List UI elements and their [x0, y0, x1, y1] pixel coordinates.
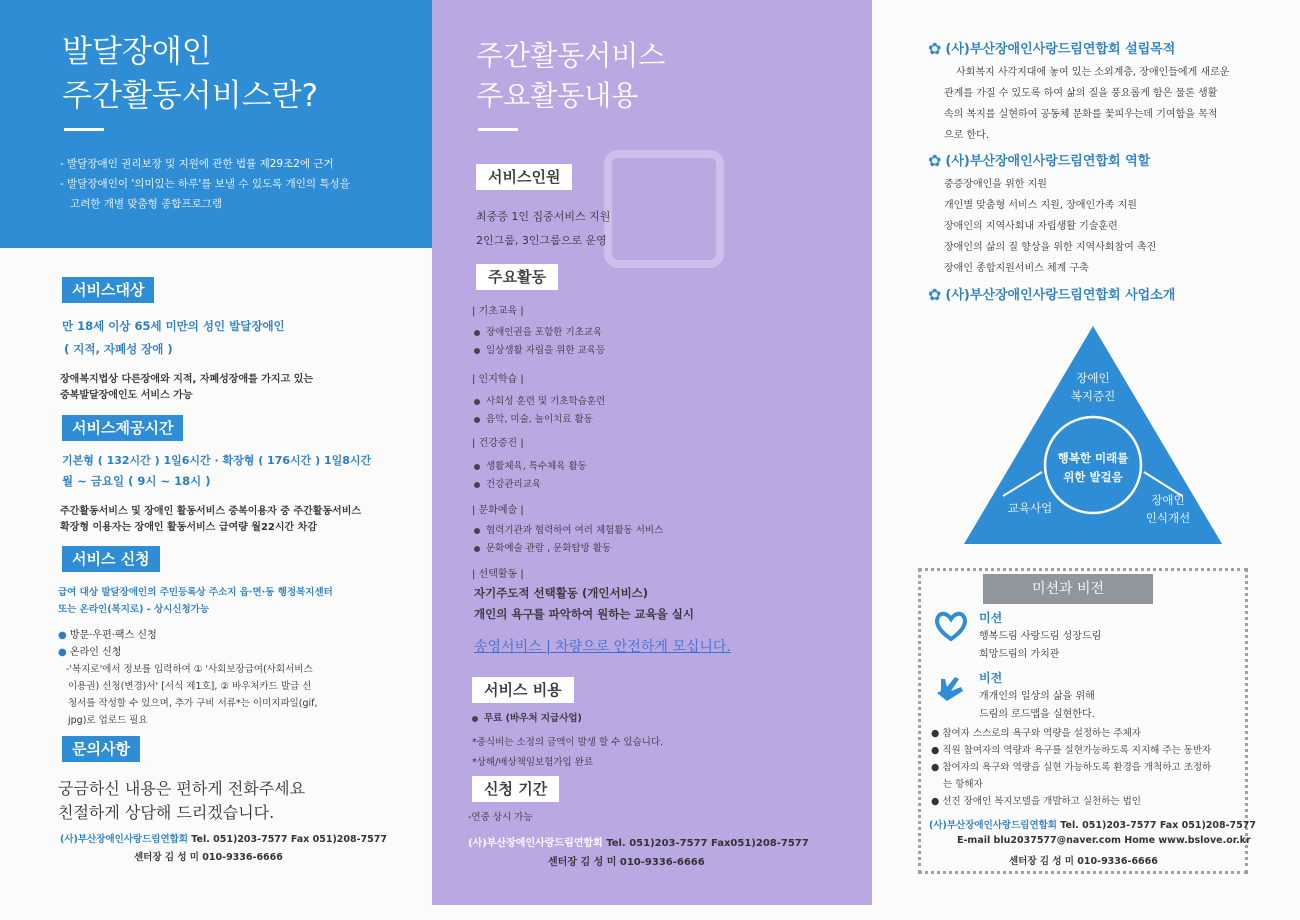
target-heading: 서비스대상 — [62, 277, 154, 303]
mission-label: 미션 — [979, 611, 1003, 625]
inquiry-line1: 궁금하신 내용은 편하게 전화주세요 — [58, 779, 306, 798]
list-item: 생활체육, 특수체육 활동 — [474, 458, 587, 472]
list-item: 음악, 미술, 놀이치료 활동 — [474, 411, 593, 425]
group-label-basic: | 기초교육 | — [472, 306, 524, 317]
activities-heading: 주요활동 — [476, 264, 558, 290]
heart-hands-icon — [933, 609, 969, 643]
panel-organization — [872, 0, 1300, 920]
triangle-center-label-2: 위한 발걸음 — [1063, 470, 1123, 484]
choice-line1: 자기주도적 선택활동 (개인서비스) — [474, 586, 649, 600]
staff-heading: 서비스인원 — [476, 164, 572, 190]
vision-line2: 드림의 로드맵을 실현한다. — [979, 709, 1095, 720]
apply-line2: 또는 온라인(복지로) - 상시신청가능 — [58, 604, 210, 615]
flower-icon: ✿ — [928, 151, 942, 170]
group-label-health: | 건강증진 | — [472, 438, 524, 449]
hours-line2: 월 ~ 금요일 ( 9시 ~ 18시 ) — [62, 474, 211, 488]
hours-note1: 주간활동서비스 및 장애인 활동서비스 중복이용자 중 주간활동서비스 — [60, 506, 362, 517]
mission-vision-box — [918, 568, 1256, 874]
triangle-right-label-2: 인식개선 — [1145, 511, 1191, 525]
org-contact: (사)부산장애인사랑드림연합회 Tel. 051)203-7577 Fax 051)208-7577 — [929, 820, 1256, 831]
period-heading: 신청 기간 — [472, 776, 559, 802]
triangle-top-label-1: 장애인 — [1076, 371, 1110, 385]
mission-line2: 희망드림의 가치관 — [979, 649, 1060, 660]
list-item: ● 직원 참여자의 역량과 욕구를 실현가능하도록 지지해 주는 동반자 — [931, 745, 1212, 756]
transport-service-link[interactable]: 송영서비스 | 차량으로 안전하게 모십니다. — [474, 639, 731, 655]
group-label-cognitive: | 인지학습 | — [472, 374, 524, 385]
business-heading: ✿ (사)부산장애인사랑드림연합회 사업소개 — [928, 285, 1176, 304]
triangle-center-circle — [1045, 417, 1141, 513]
flower-icon: ✿ — [928, 285, 942, 304]
list-item: 건강관리교육 — [474, 476, 541, 490]
org-manager: 센터장 김 성 미 010-9336-6666 — [1009, 856, 1158, 867]
hand-watermark-icon — [604, 150, 724, 268]
group-label-choice: | 선택활동 | — [472, 569, 524, 580]
apply-heading: 서비스 신청 — [62, 546, 160, 572]
purpose-heading: ✿ (사)부산장애인사랑드림연합회 설립목적 — [928, 39, 1176, 58]
mission-vision-tab: 미션과 비전 — [983, 574, 1153, 604]
intro-bullets: - 발달장애인 권리보장 및 지원에 관한 법률 제29조2에 근거 - 발달장애인이 '의미있는 하루'를 보낼 수 있도록 개인의 특성을 고려한 개별 맞춤형 종합프로그램 — [60, 158, 350, 210]
list-item: 협력기관과 협력하여 여러 체험활동 서비스 — [474, 522, 663, 536]
staff-line1: 최중증 1인 집중서비스 지원 — [476, 210, 611, 223]
cost-note2: *상해/배상책임보험가입 완료 — [472, 757, 594, 768]
inquiry-manager: 센터장 김 성 미 010-9336-6666 — [134, 852, 283, 863]
list-item: 일상생활 자립을 위한 교육등 — [474, 342, 605, 356]
group-label-culture: | 문화예술 | — [472, 505, 524, 516]
vision-label: 비전 — [979, 671, 1003, 685]
target-note1: 장애복지법상 다른장애와 지적, 자폐성장애를 가지고 있는 — [60, 374, 314, 385]
period-line: -연중 상시 가능 — [468, 812, 533, 823]
list-item: 문화예술 관람 , 문화탐방 활동 — [474, 540, 611, 554]
apply-item-visit: ● 방문·우편·팩스 신청 — [58, 630, 157, 641]
inquiry-heading: 문의사항 — [62, 736, 140, 762]
cost-heading: 서비스 비용 — [472, 677, 574, 703]
mission-line1: 행복드림 사랑드림 성장드림 — [979, 631, 1102, 642]
list-item: 장애인권을 포함한 기초교육 — [474, 324, 602, 338]
title-underline — [64, 128, 104, 131]
triangle-left-label: 교육사업 — [1007, 501, 1053, 515]
hours-heading: 서비스제공시간 — [62, 415, 183, 441]
cost-item: 무료 (바우처 지급사업) — [472, 710, 582, 724]
vision-bullets: ● 참여자 스스로의 욕구와 역량을 설정하는 주체자 ● 직원 참여자의 역량과 욕구를 실현가능하도록 지지해 주는 동반자 ● 참여자의 욕구와 역량을 실현 가능하도록 환경을 개척하고 조정하 는 항해자 ● 선진 장애인 복지모델을 개발하고 실천하는 법인 — [931, 725, 1247, 810]
hours-line1: 기본형 ( 132시간 ) 1일6시간 · 확장형 ( 176시간 ) 1일8시간 — [62, 454, 372, 467]
inquiry-line2: 친절하게 상담해 드리겠습니다. — [58, 803, 275, 822]
org-email-home: E-mail blu2037577@naver.com Home www.bslove.or.kr — [957, 835, 1251, 846]
triangle-center-label-1: 행복한 미래를 — [1057, 451, 1129, 465]
activities-contact: (사)부산장애인사랑드림연합회 Tel. 051)203-7577 Fax051)208-7577 — [468, 838, 809, 849]
page-title: 발달장애인 주간활동서비스란? — [62, 34, 319, 114]
hand-icon — [933, 671, 969, 707]
target-note2: 중복발달장애인도 서비스 가능 — [60, 390, 193, 401]
triangle-top-label-2: 복지증진 — [1070, 389, 1116, 403]
inquiry-contact: (사)부산장애인사랑드림연합회 Tel. 051)203-7577 Fax 051)208-7577 — [60, 834, 387, 845]
target-line2: ( 지적, 자폐성 장애 ) — [64, 342, 173, 356]
cost-note1: *중식비는 소정의 금액이 발생 할 수 있습니다. — [472, 737, 664, 748]
activities-manager: 센터장 김 성 미 010-9336-6666 — [548, 857, 705, 868]
vision-line1: 개개인의 일상의 삶을 위해 — [979, 691, 1095, 702]
activities-title: 주간활동서비스 주요활동내용 — [476, 39, 666, 112]
target-line1: 만 18세 이상 65세 미만의 성인 발달장애인 — [62, 319, 285, 333]
panel-service-intro — [0, 0, 432, 920]
panel-main-activities — [432, 0, 872, 920]
flower-icon: ✿ — [928, 39, 942, 58]
activities-background — [432, 0, 872, 905]
staff-line2: 2인그룹, 3인그룹으로 운영 — [476, 234, 607, 247]
hours-note2: 확장형 이용자는 장애인 활동서비스 급여량 월22시간 차감 — [60, 522, 317, 533]
apply-line1: 급여 대상 발달장애인의 주민등록상 주소지 읍·면·동 행정복지센터 — [58, 587, 333, 598]
list-item: ● 선진 장애인 복지모델을 개발하고 실천하는 법인 — [931, 796, 1141, 807]
list-item: 사회성 훈련 및 기초학습훈련 — [474, 393, 605, 407]
role-heading: ✿ (사)부산장애인사랑드림연합회 역할 — [928, 151, 1151, 170]
list-item: ● 참여자 스스로의 욕구와 역량을 설정하는 주체자 — [931, 728, 1141, 739]
activities-title-underline — [478, 128, 518, 131]
role-list: 중증장애인을 위한 지원 개인별 맞춤형 서비스 지원, 장애인가족 지원 장애인의 지역사회내 자립생활 기술훈련 장애인의 삶의 질 향상을 위한 지역사회참여 촉진 장애인 종합지원서비스 체계 구축 — [944, 179, 1157, 274]
triangle-right-label-1: 장애인 — [1151, 493, 1185, 507]
apply-item-online: ● 온라인 신청 — [58, 647, 122, 658]
business-triangle-diagram — [958, 320, 1228, 550]
choice-line2: 개인의 욕구를 파악하여 원하는 교육을 실시 — [474, 607, 694, 621]
apply-description: -'복지로'에서 정보를 입력하여 ① '사회보장급여(사회서비스 이용권) 신청(변경)서' [서식 제1호], ② 바우처카드 발급 신 청서를 작성할 수 있으며, 추가 구비 서류*는 이미지파일(gif, jpg)로 업로드 필요 — [66, 664, 318, 726]
purpose-text: 사회복지 사각지대에 놓여 있는 소외계층, 장애인들에게 새로운 관계를 가질 수 있도록 하여 삶의 질을 풍요롭게 함은 물론 생활 속의 복지를 실현하여 공동체 문화를 꽃피우는데 기여함을 목적 으로 한다. — [944, 67, 1230, 141]
list-item: ● 참여자의 욕구와 역량을 실현 가능하도록 환경을 개척하고 조정하 — [931, 762, 1212, 773]
